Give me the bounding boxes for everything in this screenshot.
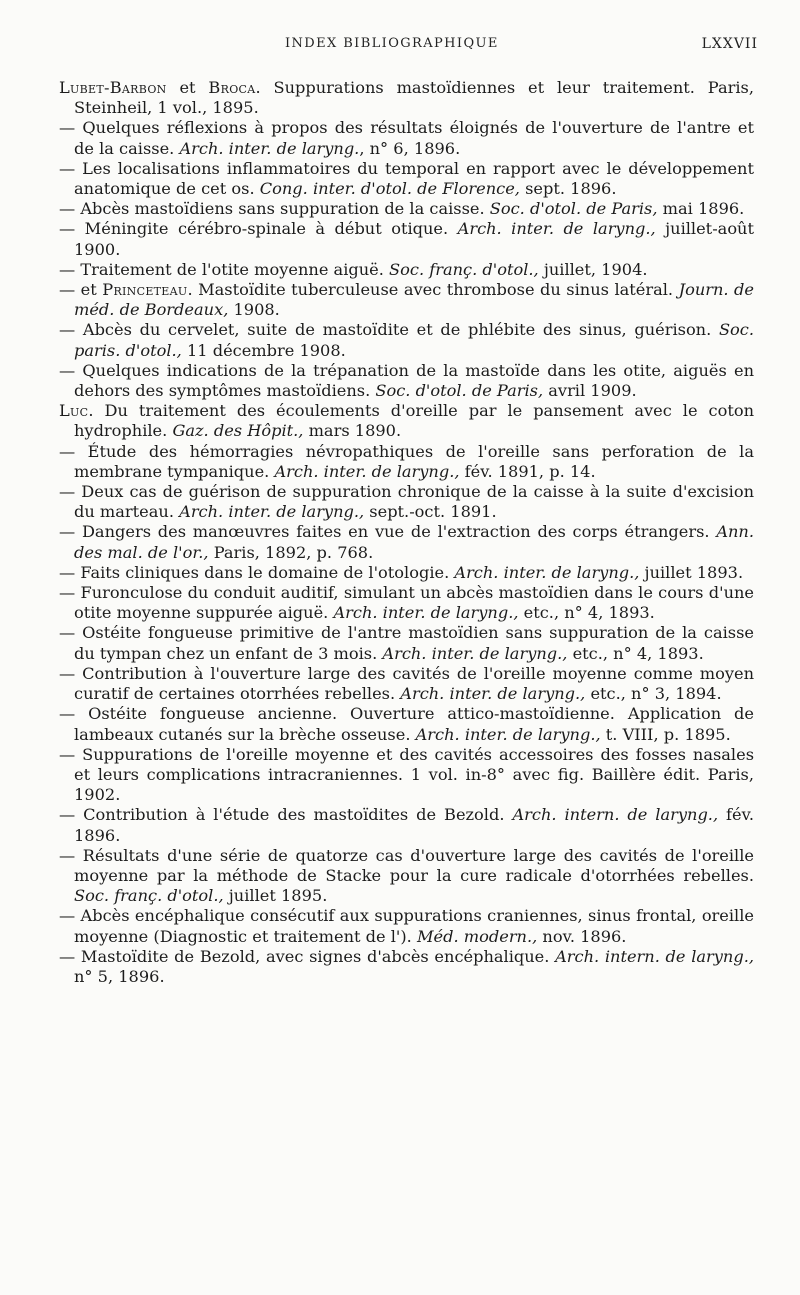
entry-text: . Mastoïdite tuberculeuse avec thrombose du sinus latéral. bbox=[187, 280, 679, 300]
coauthor-name: Broca bbox=[208, 78, 256, 97]
bibliography-entry bbox=[59, 563, 754, 583]
journal-title: Arch. inter. de laryng., bbox=[415, 724, 601, 744]
entry-details: fév. 1891, p. 14. bbox=[459, 461, 596, 481]
entry-text: — Abcès encéphalique consécutif aux suppurations craniennes, sinus frontal, oreille moyenne (Diagnostic et traitement de l'). bbox=[59, 906, 754, 946]
bibliography-entry bbox=[59, 442, 754, 482]
bibliography-entry bbox=[59, 482, 754, 522]
bibliography-entry bbox=[59, 947, 754, 987]
journal-title: Soc. franç. d'otol., bbox=[74, 886, 224, 906]
entry-text: — Étude des hémorragies névropathiques de l'oreille sans perforation de la membrane tympanique. bbox=[59, 441, 754, 481]
bibliography-entry bbox=[59, 199, 754, 219]
bibliography-list bbox=[59, 78, 754, 987]
entry-text: . Suppurations mastoïdiennes et leur traitement. Paris, Steinheil, 1 vol., 1895. bbox=[74, 78, 754, 118]
journal-title: Arch. inter. de laryng., bbox=[274, 461, 460, 481]
journal-title: Soc. d'otol. de Paris, bbox=[489, 199, 658, 219]
entry-text: — Faits cliniques dans le domaine de l'otologie. bbox=[59, 562, 455, 582]
bibliography-entry bbox=[59, 522, 754, 562]
journal-title: Soc. d'otol. de Paris, bbox=[375, 381, 544, 401]
entry-text: — Abcès mastoïdiens sans suppuration de la caisse. bbox=[59, 199, 490, 219]
bibliography-entry bbox=[59, 906, 754, 946]
bibliography-entry bbox=[59, 118, 754, 158]
bibliography-entry bbox=[59, 320, 754, 360]
entry-text: — Les localisations inflammatoires du temporal en rapport avec le développement anatomique de cet os. bbox=[59, 158, 754, 199]
entry-text: — Suppurations de l'oreille moyenne et des cavités accessoires des fosses nasales et leurs complications intracraniennes. 1 vol. in-8° avec fig. Baillère édit. Paris, 1902. bbox=[59, 744, 754, 805]
entry-text: — Quelques indications de la trépanation de la mastoïde dans les otite, aiguës en dehors des symptômes mastoïdiens. bbox=[59, 360, 754, 401]
bibliography-entry bbox=[59, 361, 754, 401]
entry-text: — Furonculose du conduit auditif, simulant un abcès mastoïdien dans le cours d'une otite moyenne suppurée aiguë. bbox=[59, 583, 754, 623]
journal-title: Arch. intern. de laryng., bbox=[555, 946, 754, 966]
entry-text: — Contribution à l'étude des mastoïdites de Bezold. bbox=[59, 805, 513, 825]
entry-details: etc., n° 3, 1894. bbox=[585, 684, 722, 704]
entry-details: juillet 1895. bbox=[223, 886, 328, 906]
journal-title: Arch. inter. de laryng. bbox=[179, 138, 360, 158]
entry-details: , n° 6, 1896. bbox=[359, 138, 461, 158]
journal-title: Soc. paris. d'otol., bbox=[74, 320, 754, 360]
journal-title: Arch. inter. de laryng., bbox=[333, 603, 519, 623]
entry-text: — Quelques réflexions à propos des résultats éloignés de l'ouverture de l'antre et de la caisse. bbox=[59, 118, 754, 158]
author-name: Luc bbox=[59, 401, 89, 421]
running-title: INDEX BIBLIOGRAPHIQUE bbox=[285, 36, 499, 51]
author-name: Lubet-Barbon bbox=[59, 78, 167, 97]
journal-title: Gaz. des Hôpit., bbox=[172, 421, 304, 441]
bibliography-entry bbox=[59, 846, 754, 907]
entry-text: — Mastoïdite de Bezold, avec signes d'abcès encéphalique. bbox=[59, 946, 556, 966]
bibliography-entry bbox=[59, 401, 754, 441]
entry-text: — Contribution à l'ouverture large des cavités de l'oreille moyenne comme moyen curatif de certaines otorrhées rebelles. bbox=[59, 663, 754, 704]
entry-details: 11 décembre 1908. bbox=[181, 340, 346, 360]
entry-details: avril 1909. bbox=[543, 381, 637, 401]
entry-text: — Traitement de l'otite moyenne aiguë. bbox=[59, 259, 390, 279]
journal-title: Journ. de méd. de Bordeaux, bbox=[74, 280, 754, 320]
running-header bbox=[0, 36, 800, 56]
page-number: LXXVII bbox=[701, 36, 758, 52]
entry-details: etc., n° 4, 1893. bbox=[567, 643, 704, 663]
journal-title: Arch. inter. de laryng., bbox=[457, 219, 656, 239]
bibliography-entry: — et Princeteau. Mastoïdite tuberculeuse avec thrombose du sinus latéral. Journ. de méd. de Bordeaux, 1908. bbox=[59, 280, 754, 320]
entry-details: juillet 1893. bbox=[639, 562, 744, 582]
bibliography-entry bbox=[59, 704, 754, 744]
entry-details: n° 5, 1896. bbox=[74, 966, 165, 986]
journal-title: Ann. des mal. de l'or., bbox=[74, 522, 754, 562]
coauthor-name: Princeteau bbox=[102, 280, 188, 300]
entry-text: — Abcès du cervelet, suite de mastoïdite et de phlébite des sinus, guérison. bbox=[59, 320, 719, 340]
entry-details: t. VIII, p. 1895. bbox=[600, 724, 731, 744]
entry-details: sept.-oct. 1891. bbox=[364, 502, 497, 522]
journal-title: Arch. inter. de laryng., bbox=[400, 684, 586, 704]
entry-details: fév. 1896. bbox=[74, 805, 755, 845]
entry-details: mai 1896. bbox=[657, 199, 745, 219]
entry-details: mars 1890. bbox=[303, 421, 402, 441]
journal-title: Arch. intern. de laryng., bbox=[512, 805, 719, 825]
journal-title: Méd. modern., bbox=[416, 926, 538, 946]
bibliography-entry bbox=[59, 159, 754, 199]
entry-text: — Deux cas de guérison de suppuration chronique de la caisse à la suite d'excision du marteau. bbox=[59, 482, 754, 522]
entry-text: — Méningite cérébro-spinale à début otique. bbox=[59, 219, 458, 239]
entry-text: — Résultats d'une série de quatorze cas d'ouverture large des cavités de l'oreille moyenne par la méthode de Stacke pour la cure radicale d'otorrhées rebelles. bbox=[59, 845, 754, 885]
entry-details: sept. 1896. bbox=[519, 179, 617, 199]
journal-title: Arch. inter. de laryng., bbox=[179, 502, 365, 522]
entry-details: 1908. bbox=[228, 300, 280, 320]
bibliography-entry bbox=[59, 219, 754, 259]
bibliography-entry bbox=[59, 664, 754, 704]
entry-text: — Ostéite fongueuse primitive de l'antre mastoïdien sans suppuration de la caisse du tympan chez un enfant de 3 mois. bbox=[59, 623, 754, 663]
bibliography-entry bbox=[59, 805, 754, 845]
entry-details: etc., n° 4, 1893. bbox=[518, 603, 655, 623]
entry-details: nov. 1896. bbox=[537, 926, 627, 946]
entry-details: juillet, 1904. bbox=[538, 259, 648, 279]
bibliography-entry: Lubet-Barbon et Broca. Suppurations mastoïdiennes et leur traitement. Paris, Steinheil, 1 vol., 1895. bbox=[59, 78, 754, 118]
bibliography-entry bbox=[59, 745, 754, 806]
entry-details: Paris, 1892, p. 768. bbox=[208, 542, 374, 562]
journal-title: Arch. inter. de laryng., bbox=[454, 562, 640, 582]
journal-title: Cong. inter. d'otol. de Florence, bbox=[259, 179, 520, 199]
journal-title: Soc. franç. d'otol., bbox=[389, 259, 539, 279]
entry-text: — Dangers des manœuvres faites en vue de l'extraction des corps étrangers. bbox=[59, 522, 717, 542]
bibliography-entry bbox=[59, 260, 754, 280]
entry-details: juillet-août 1900. bbox=[74, 219, 754, 259]
entry-text: . Du traitement des écoulements d'oreille par le pansement avec le coton hydrophile. bbox=[74, 401, 754, 441]
bibliography-entry bbox=[59, 583, 754, 623]
entry-text: — Ostéite fongueuse ancienne. Ouverture attico-mastoïdienne. Application de lambeaux cutanés sur la brèche osseuse. bbox=[59, 704, 754, 744]
bibliography-entry bbox=[59, 623, 754, 663]
journal-title: Arch. inter. de laryng., bbox=[382, 643, 568, 663]
